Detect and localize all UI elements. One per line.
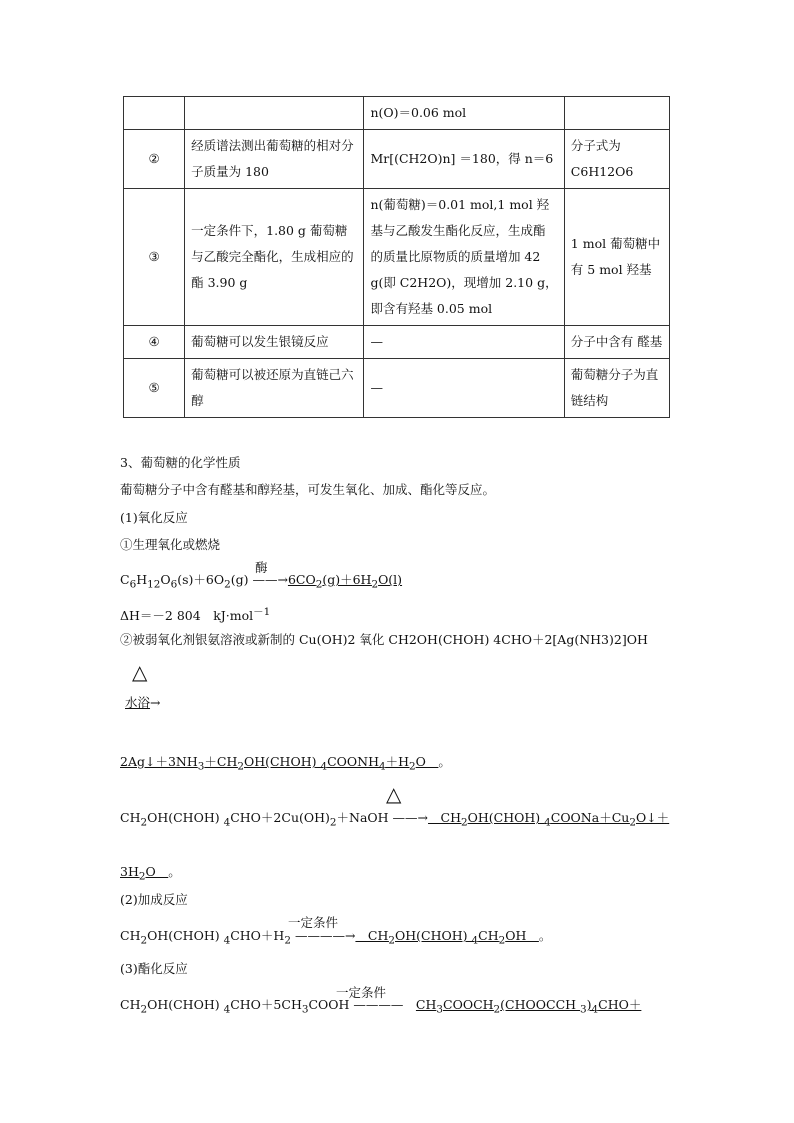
heat-triangle-icon: △ [132, 660, 148, 684]
addition-heading: (2)加成反应 [120, 892, 188, 907]
experiment-cell: 经质谱法测出葡萄糖的相对分子质量为 180 [185, 130, 364, 189]
water-bath-condition: 水浴→ [125, 695, 161, 710]
esterification-equation: $CH_2OH(CHOH)$ $_4CHO+5CH_3COOH$ ———— $CH_3COOCH_2(CHOOCCH$ $_3)_4CHO+$ [120, 997, 642, 1016]
conclusion-cell: 分子中含有 醛基 [564, 326, 669, 359]
data-cell: — [364, 359, 564, 418]
combustion-equation: $C_6H_{12}O_6(s)+6O_2(g)$ $——\to 6CO_2(g)+6H_2O(l)$ [120, 572, 403, 591]
data-cell: Mr[(CH2O)n] ＝180，得 n＝6 [364, 130, 564, 189]
table-row [124, 189, 670, 326]
conclusion-cell: 1 mol 葡萄糖中有 5 mol 羟基 [564, 189, 669, 326]
row-number: ② [124, 130, 185, 189]
section-heading: 3、葡萄糖的化学性质 [120, 455, 241, 470]
conclusion-cell [564, 97, 669, 130]
enzyme-condition: 酶 [255, 560, 268, 575]
row-number: ⑤ [124, 359, 185, 418]
oxidation2-text: ②被弱氧化剂银氨溶液或新制的 Cu(OH)2 氧化 CH2OH(CHOH) 4CHO＋2[Ag(NH3)2]OH [120, 632, 648, 647]
row-number: ④ [124, 326, 185, 359]
addition-equation: $CH_2OH(CHOH)$ $_4CHO+H_2$ ————→ $CH_2OH(CHOH)$ $_4CH_2OH$ 。 [120, 928, 552, 947]
copper-products-end: $3H_2O$ 。 [120, 864, 181, 883]
enthalpy: ΔH＝－2 804 kJ·mol$^{-1}$ [120, 606, 271, 624]
addition-condition: 一定条件 [288, 915, 339, 930]
row-number [124, 97, 185, 130]
heat-triangle-icon: △ [386, 782, 402, 806]
experiment-cell: 葡萄糖可以被还原为直链己六醇 [185, 359, 364, 418]
experiment-cell: 葡萄糖可以发生银镜反应 [185, 326, 364, 359]
experiment-cell [185, 97, 364, 130]
oxidation-sub-heading: ①生理氧化或燃烧 [120, 537, 221, 552]
table-row [124, 97, 670, 130]
conclusion-cell: 葡萄糖分子为直链结构 [564, 359, 669, 418]
silver-mirror-products: $2Ag↓+3NH_3+CH_2OH(CHOH)$ $_4COONH_4+H_2O$ 。 [120, 754, 451, 773]
water-bath-label: 水浴 [125, 695, 151, 710]
data-cell: — [364, 326, 564, 359]
glucose-structure-table [123, 96, 670, 418]
table-row [124, 130, 670, 189]
table-row [124, 326, 670, 359]
intro-text: 葡萄糖分子中含有醛基和醇羟基，可发生氧化、加成、酯化等反应。 [120, 482, 496, 497]
oxidation-heading: (1)氧化反应 [120, 510, 188, 525]
conclusion-cell: 分子式为 C6H12O6 [564, 130, 669, 189]
data-cell: n(葡萄糖)＝0.01 mol,1 mol 羟基与乙酸发生酯化反应，生成酯的质量比原物质的质量增加 42 g(即 C2H2O)，现增加 2.10 g，即含有羟基 0.05 mol [364, 189, 564, 326]
enthalpy-value: ΔH＝－2 804 kJ·mol [120, 608, 254, 624]
esterification-condition: 一定条件 [336, 985, 387, 1000]
row-number: ③ [124, 189, 185, 326]
table-row [124, 359, 670, 418]
data-cell: n(O)＝0.06 mol [364, 97, 564, 130]
copper-hydroxide-equation: $CH_2OH(CHOH)$ $_4CHO+2Cu(OH)_2+NaOH$ ——→ $CH_2OH(CHOH)$ $_4COONa+Cu_2O↓+$ [120, 810, 670, 829]
esterification-heading: (3)酯化反应 [120, 961, 188, 976]
experiment-cell: 一定条件下，1.80 g 葡萄糖与乙酸完全酯化，生成相应的酯 3.90 g [185, 189, 364, 326]
